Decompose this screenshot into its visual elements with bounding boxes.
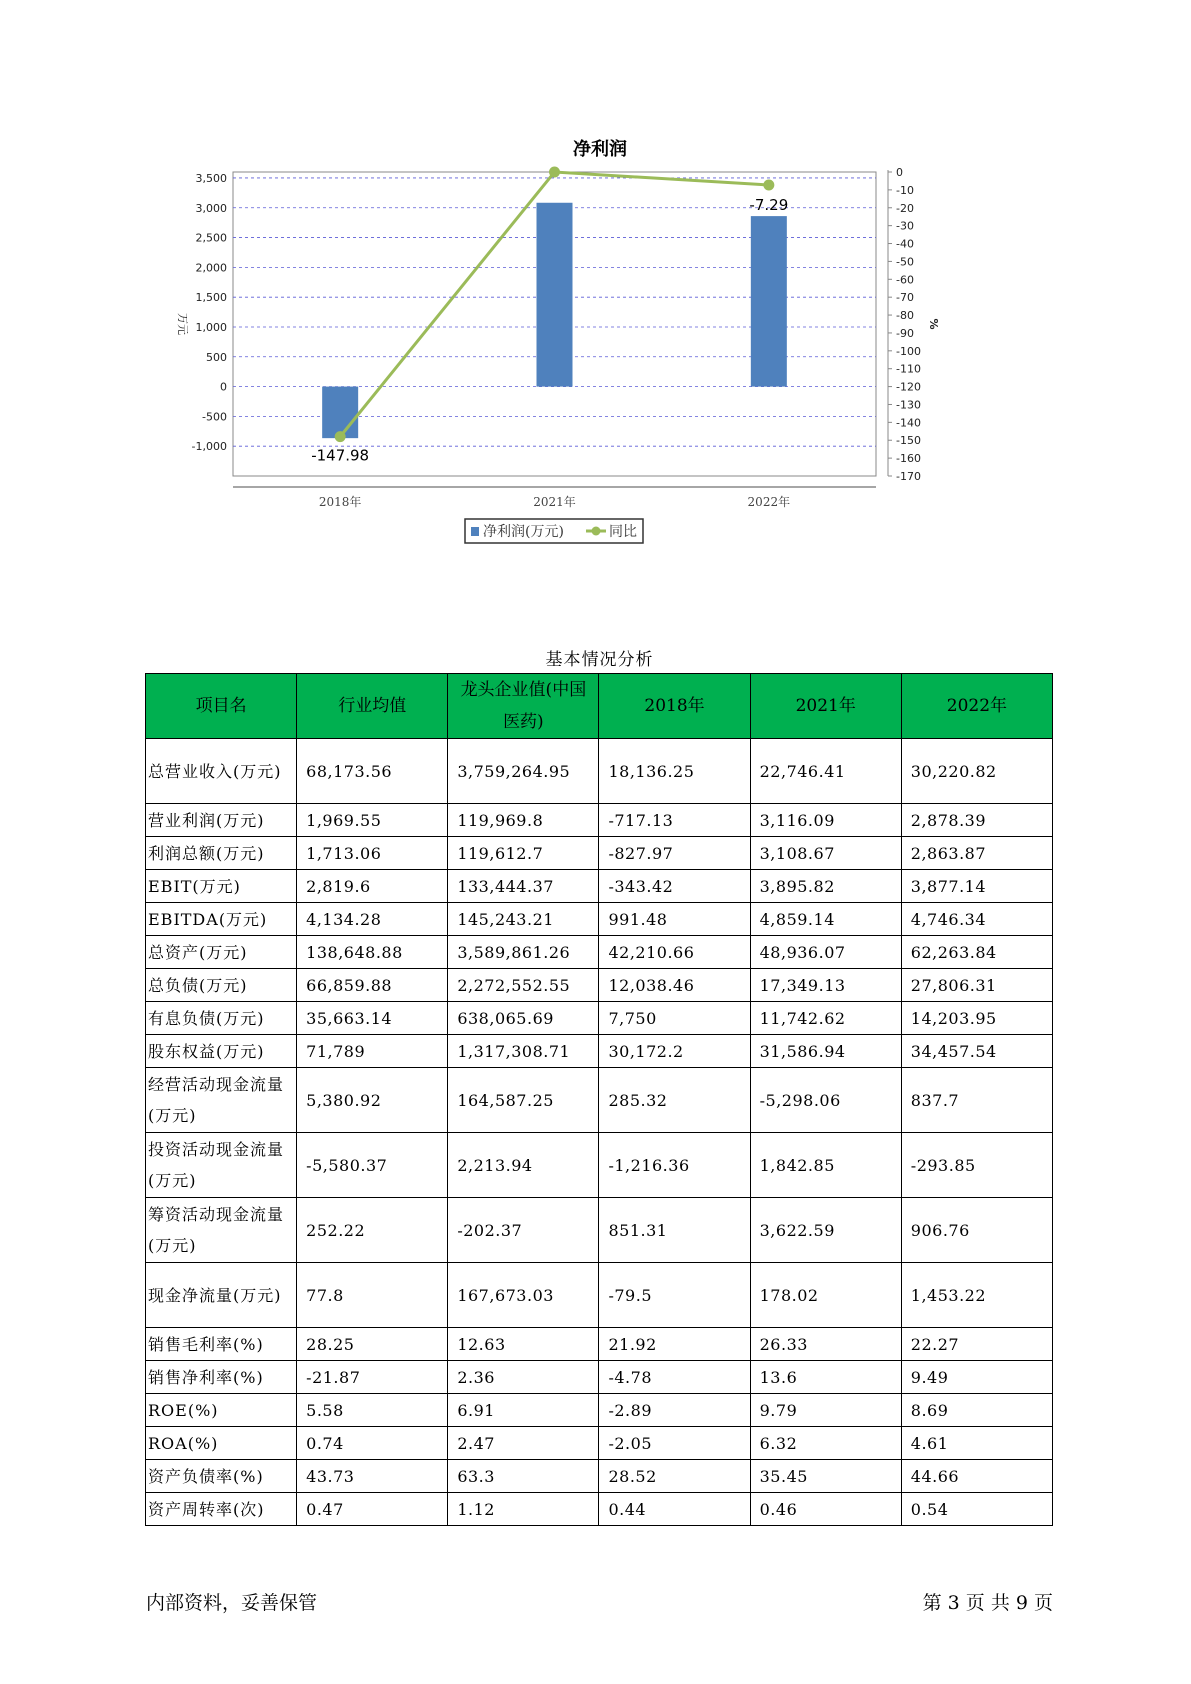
table-cell: 119,612.7 [448, 837, 599, 870]
data-label: -147.98 [311, 446, 370, 465]
table-cell: 5,380.92 [297, 1068, 448, 1133]
row-label-cell: EBITDA(万元) [146, 903, 297, 936]
table-row [146, 1427, 1053, 1460]
table-cell: 6.32 [750, 1427, 901, 1460]
table-cell: 638,065.69 [448, 1002, 599, 1035]
table-cell: 17,349.13 [750, 969, 901, 1002]
y2-tick-label: 0 [896, 166, 903, 179]
table-header-cell: 项目名 [146, 674, 297, 739]
legend-label-line: 同比 [609, 524, 637, 540]
table-cell: 119,969.8 [448, 804, 599, 837]
table-cell: -5,298.06 [750, 1068, 901, 1133]
row-label-cell: 股东权益(万元) [146, 1035, 297, 1068]
y2-tick-label: -170 [896, 470, 921, 483]
table-header-cell: 2021年 [750, 674, 901, 739]
table-cell: 34,457.54 [901, 1035, 1052, 1068]
row-label-cell: 投资活动现金流量(万元) [146, 1133, 297, 1198]
line-point [335, 431, 346, 442]
table-cell: 30,220.82 [901, 739, 1052, 804]
table-cell: 3,116.09 [750, 804, 901, 837]
row-label-cell: ROE(%) [146, 1394, 297, 1427]
bar [751, 216, 787, 386]
y2-tick-label: -60 [896, 273, 914, 287]
table-cell: 2,863.87 [901, 837, 1052, 870]
table-cell: -2.89 [599, 1394, 750, 1427]
table-cell: 167,673.03 [448, 1263, 599, 1328]
row-label-cell: 资产负债率(%) [146, 1460, 297, 1493]
row-label-cell: ROA(%) [146, 1427, 297, 1460]
table-row [146, 1361, 1053, 1394]
legend-swatch-bar [471, 527, 479, 536]
table-cell: 4,134.28 [297, 903, 448, 936]
table-cell: 133,444.37 [448, 870, 599, 903]
table-cell: -21.87 [297, 1361, 448, 1394]
table-cell: 0.74 [297, 1427, 448, 1460]
table-cell: 2,878.39 [901, 804, 1052, 837]
y-tick-label: 3,500 [195, 171, 227, 185]
table-cell: 22,746.41 [750, 739, 901, 804]
table-row [146, 1460, 1053, 1493]
row-label-cell: 销售净利率(%) [146, 1361, 297, 1394]
table-cell: 11,742.62 [750, 1002, 901, 1035]
table-cell: 63.3 [448, 1460, 599, 1493]
table-cell: 3,589,861.26 [448, 936, 599, 969]
y-axis-title: 万元 [176, 313, 189, 335]
footer-page-number: 第 3 页 共 9 页 [922, 1592, 1053, 1614]
row-label-cell: EBIT(万元) [146, 870, 297, 903]
table-cell: 2,272,552.55 [448, 969, 599, 1002]
table-row [146, 936, 1053, 969]
table-row [146, 1394, 1053, 1427]
table-cell: 991.48 [599, 903, 750, 936]
row-label-cell: 筹资活动现金流量(万元) [146, 1198, 297, 1263]
footer-confidential-note: 内部资料，妥善保管 [146, 1592, 318, 1614]
table-cell: 3,108.67 [750, 837, 901, 870]
table-cell: 3,895.82 [750, 870, 901, 903]
table-cell: 5.58 [297, 1394, 448, 1427]
table-cell: 30,172.2 [599, 1035, 750, 1068]
row-label-cell: 总负债(万元) [146, 969, 297, 1002]
table-cell: 13.6 [750, 1361, 901, 1394]
table-row [146, 969, 1053, 1002]
table-cell: 138,648.88 [297, 936, 448, 969]
table-cell: 27,806.31 [901, 969, 1052, 1002]
table-cell: -79.5 [599, 1263, 750, 1328]
y2-tick-label: -130 [896, 398, 921, 412]
y-tick-label: 500 [206, 350, 227, 364]
y2-tick-label: -30 [896, 219, 914, 233]
table-cell: 145,243.21 [448, 903, 599, 936]
table-body [146, 739, 1053, 1526]
table-cell: 28.52 [599, 1460, 750, 1493]
table-cell: 18,136.25 [599, 739, 750, 804]
table-row [146, 1198, 1053, 1263]
table-row [146, 739, 1053, 804]
x-tick-label: 2021年 [533, 495, 576, 509]
row-label-cell: 现金净流量(万元) [146, 1263, 297, 1328]
table-cell: 71,789 [297, 1035, 448, 1068]
row-label-cell: 总资产(万元) [146, 936, 297, 969]
row-label-cell: 资产周转率(次) [146, 1493, 297, 1526]
row-label-cell: 经营活动现金流量(万元) [146, 1068, 297, 1133]
table-cell: -202.37 [448, 1198, 599, 1263]
table-header-cell: 2022年 [901, 674, 1052, 739]
table-cell: 3,877.14 [901, 870, 1052, 903]
table-cell: -4.78 [599, 1361, 750, 1394]
table-cell: 164,587.25 [448, 1068, 599, 1133]
table-cell: -827.97 [599, 837, 750, 870]
table-cell: 0.44 [599, 1493, 750, 1526]
table-row [146, 1328, 1053, 1361]
y2-tick-label: -20 [896, 201, 914, 215]
table-cell: 12,038.46 [599, 969, 750, 1002]
table-cell: 7,750 [599, 1002, 750, 1035]
y-tick-label: 2,000 [195, 261, 227, 275]
bar [537, 203, 573, 387]
table-cell: 28.25 [297, 1328, 448, 1361]
y2-tick-label: -160 [896, 452, 921, 466]
table-cell: 4.61 [901, 1427, 1052, 1460]
table-cell: -717.13 [599, 804, 750, 837]
chart-title: 净利润 [573, 139, 627, 160]
table-cell: 4,859.14 [750, 903, 901, 936]
table-cell: 26.33 [750, 1328, 901, 1361]
line-point [763, 180, 774, 191]
table-row [146, 1493, 1053, 1526]
table-cell: 8.69 [901, 1394, 1052, 1427]
table-header-cell: 行业均值 [297, 674, 448, 739]
table-cell: 43.73 [297, 1460, 448, 1493]
table-cell: 35.45 [750, 1460, 901, 1493]
y-tick-label: -500 [202, 410, 227, 424]
table-row [146, 837, 1053, 870]
table-cell: 48,936.07 [750, 936, 901, 969]
table-cell: 12.63 [448, 1328, 599, 1361]
table-cell: 35,663.14 [297, 1002, 448, 1035]
table-row [146, 870, 1053, 903]
bar [322, 387, 358, 439]
table-cell: 1.12 [448, 1493, 599, 1526]
table-cell: 2.36 [448, 1361, 599, 1394]
y-tick-label: 1,500 [195, 291, 227, 305]
table-cell: 837.7 [901, 1068, 1052, 1133]
table-cell: 68,173.56 [297, 739, 448, 804]
table-cell: 44.66 [901, 1460, 1052, 1493]
table-cell: 178.02 [750, 1263, 901, 1328]
y2-tick-label: -40 [896, 237, 914, 251]
y-tick-label: 1,000 [195, 320, 227, 334]
table-cell: 42,210.66 [599, 936, 750, 969]
table-cell: 31,586.94 [750, 1035, 901, 1068]
y2-tick-label: -140 [896, 416, 921, 430]
table-cell: -2.05 [599, 1427, 750, 1460]
table-header-cell: 龙头企业值(中国医药) [448, 674, 599, 739]
table-row [146, 1263, 1053, 1328]
table-cell: 9.49 [901, 1361, 1052, 1394]
table-cell: 1,713.06 [297, 837, 448, 870]
table-cell: 906.76 [901, 1198, 1052, 1263]
y2-tick-label: -80 [896, 309, 914, 323]
y-tick-label: 2,500 [195, 231, 227, 245]
table-caption: 基本情况分析 [545, 650, 654, 670]
row-label-cell: 总营业收入(万元) [146, 739, 297, 804]
table-cell: -5,580.37 [297, 1133, 448, 1198]
y-tick-label: 0 [220, 380, 227, 394]
y-tick-label: -1,000 [191, 440, 227, 454]
table-header-cell: 2018年 [599, 674, 750, 739]
table-header-row [146, 674, 1053, 739]
line-point [549, 167, 560, 178]
row-label-cell: 销售毛利率(%) [146, 1328, 297, 1361]
table-cell: 9.79 [750, 1394, 901, 1427]
y2-tick-label: -110 [896, 362, 921, 376]
table-cell: -343.42 [599, 870, 750, 903]
table-cell: 0.54 [901, 1493, 1052, 1526]
table-row [146, 903, 1053, 936]
basic-analysis-table [145, 673, 1053, 1526]
table-row [146, 1068, 1053, 1133]
table-row [146, 1133, 1053, 1198]
y2-tick-label: -120 [896, 380, 921, 394]
y2-axis-title: % [927, 318, 940, 330]
table-cell: 22.27 [901, 1328, 1052, 1361]
table-cell: 285.32 [599, 1068, 750, 1133]
table-cell: 1,842.85 [750, 1133, 901, 1198]
table-cell: 851.31 [599, 1198, 750, 1263]
table-cell: 2.47 [448, 1427, 599, 1460]
table-row [146, 1002, 1053, 1035]
y2-tick-label: -50 [896, 255, 914, 269]
chart-canvas [150, 130, 1050, 600]
table-cell: 2,213.94 [448, 1133, 599, 1198]
y2-tick-label: -10 [896, 183, 914, 197]
table-cell: 0.47 [297, 1493, 448, 1526]
table-cell: 14,203.95 [901, 1002, 1052, 1035]
table-cell: 62,263.84 [901, 936, 1052, 969]
row-label-cell: 利润总额(万元) [146, 837, 297, 870]
table-row [146, 804, 1053, 837]
row-label-cell: 营业利润(万元) [146, 804, 297, 837]
y2-tick-label: -70 [896, 291, 914, 305]
y2-tick-label: -100 [896, 344, 921, 358]
table-cell: 21.92 [599, 1328, 750, 1361]
net-profit-chart [150, 130, 1050, 600]
table-cell: 3,622.59 [750, 1198, 901, 1263]
legend-swatch-point [592, 527, 601, 536]
x-tick-label: 2018年 [318, 495, 362, 509]
y2-tick-label: -150 [896, 434, 921, 448]
table-cell: 1,453.22 [901, 1263, 1052, 1328]
table-cell: -293.85 [901, 1133, 1052, 1198]
table-cell: -1,216.36 [599, 1133, 750, 1198]
table-cell: 1,969.55 [297, 804, 448, 837]
table-cell: 4,746.34 [901, 903, 1052, 936]
row-label-cell: 有息负债(万元) [146, 1002, 297, 1035]
x-tick-label: 2022年 [747, 495, 791, 509]
table-cell: 1,317,308.71 [448, 1035, 599, 1068]
table-row [146, 1035, 1053, 1068]
table-cell: 3,759,264.95 [448, 739, 599, 804]
table-cell: 66,859.88 [297, 969, 448, 1002]
y-tick-label: 3,000 [195, 201, 227, 215]
legend-label-bar: 净利润(万元) [483, 524, 564, 540]
table-cell: 6.91 [448, 1394, 599, 1427]
table-cell: 252.22 [297, 1198, 448, 1263]
chart-legend [465, 519, 643, 543]
y2-tick-label: -90 [896, 326, 914, 340]
table-cell: 0.46 [750, 1493, 901, 1526]
table-cell: 2,819.6 [297, 870, 448, 903]
data-label: -7.29 [749, 196, 789, 215]
table-cell: 77.8 [297, 1263, 448, 1328]
